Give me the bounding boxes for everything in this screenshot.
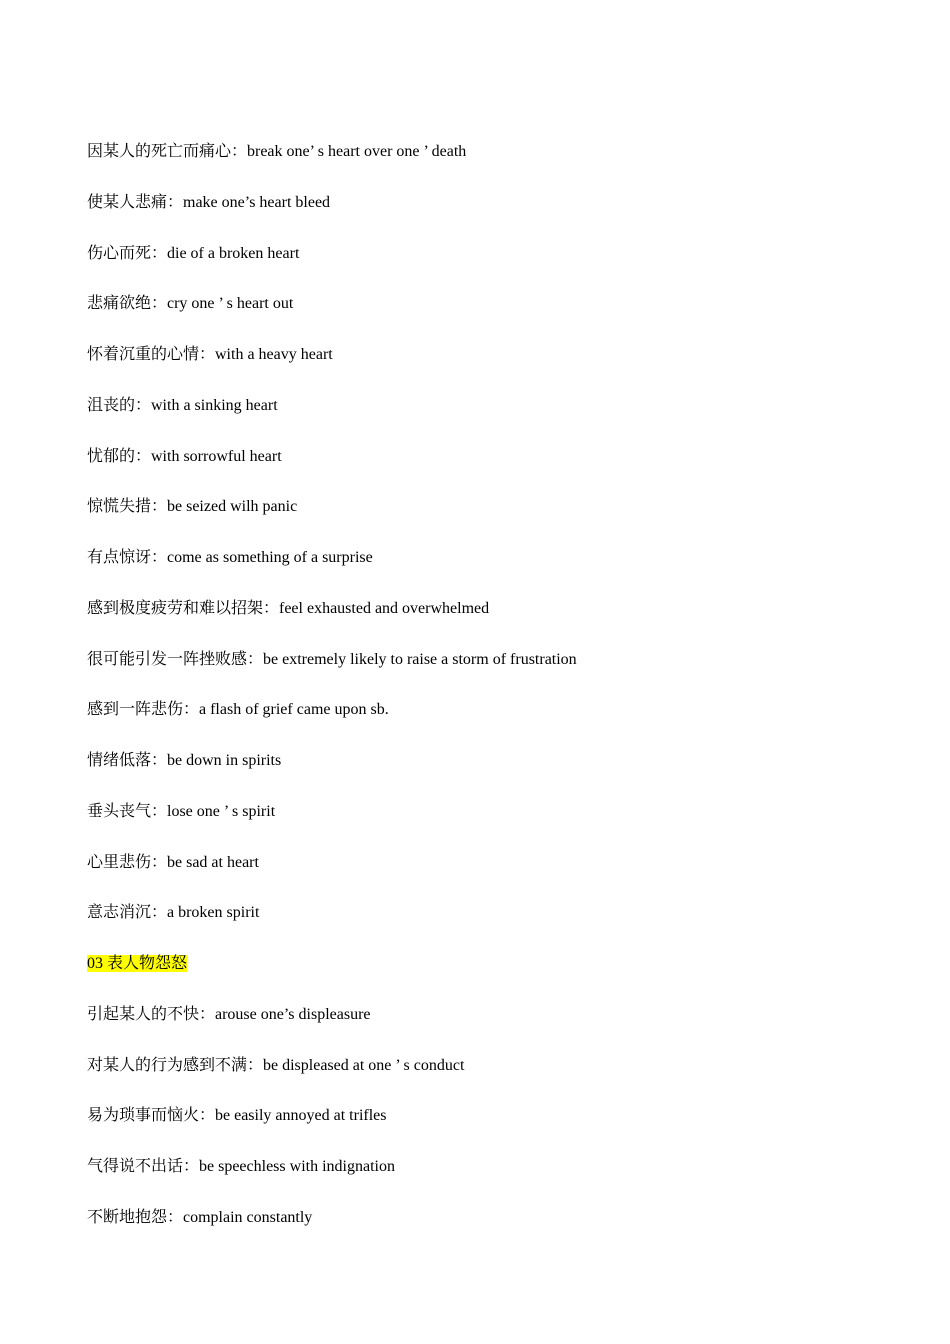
phrase-line: 易为琐事而恼火：be easily annoyed at trifles [87,1107,387,1125]
phrase-line: 有点惊讶：come as something of a surprise [87,549,373,566]
phrase-line: 意志消沉：a broken spirit [87,904,260,922]
phrase-line: 感到极度疲劳和难以招架：feel exhausted and overwhelmed [87,599,490,617]
phrase-line: 因某人的死亡而痛心：break one’ s heart over one ’ death [87,143,467,160]
phrase-line: 情绪低落：be down in spirits [87,752,282,769]
phrase-line: 引起某人的不快：arouse one’s displeasure [87,1005,371,1023]
section-heading [87,953,887,1004]
phrase-line: 悲痛欲绝：cry one ’ s heart out [87,295,294,313]
phrase-line: 伤心而死：die of a broken heart [87,244,300,262]
phrase-line: 垂头丧气：lose one ’ s spirit [87,802,276,820]
phrase-line: 对某人的行为感到不满：be displeased at one ’ s conduct [87,1056,465,1074]
phrase-list [87,141,887,1258]
phrase-line: 惊慌失措：be seized wilh panic [87,498,298,516]
phrase-line: 气得说不出话：be speechless with indignation [87,1158,395,1175]
phrase-line: 不断地抱怨：complain constantly [87,1208,313,1226]
phrase-line: 很可能引发一阵挫败感：be extremely likely to raise a storm of frustration [87,650,577,668]
phrase-line: 忧郁的：with sorrowful heart [87,447,282,465]
phrase-line: 感到一阵悲伤：a flash of grief came upon sb. [87,701,389,719]
phrase-line: 心里悲伤：be sad at heart [87,853,259,871]
phrase-line: 怀着沉重的心情：with a heavy heart [87,346,333,363]
section-heading-text: 03 表人物怨怒 [87,955,188,972]
phrase-line: 使某人悲痛：make one’s heart bleed [87,193,331,211]
phrase-line: 沮丧的：with a sinking heart [87,396,278,414]
